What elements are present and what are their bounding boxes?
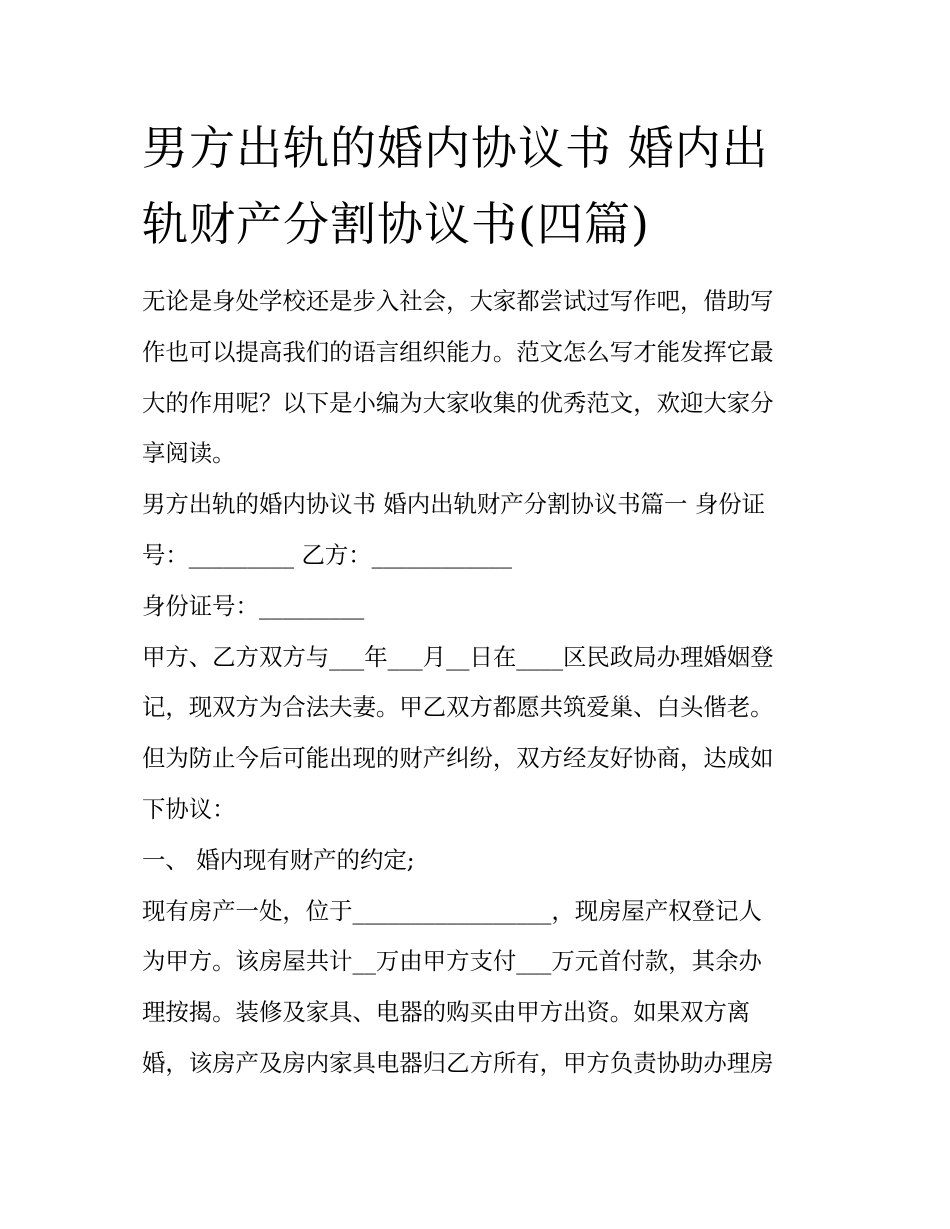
body-line-16: 婚，该房产及房内家具电器归乙方所有，甲方负责协助办理房 bbox=[142, 1048, 774, 1077]
body-line-8: 甲方、乙方双方与___年___月__日在____区民政局办理婚姻登 bbox=[142, 642, 774, 671]
body-line-4: 享阅读。 bbox=[142, 439, 236, 468]
body-line-13: 现有房产一处，位于_________________，现房屋产权登记人 bbox=[142, 896, 762, 925]
body-line-2: 作也可以提高我们的语言组织能力。范文怎么写才能发挥它最 bbox=[142, 337, 774, 366]
body-line-12: 一、 婚内现有财产的约定; bbox=[142, 845, 415, 874]
body-line-3: 大的作用呢？以下是小编为大家收集的优秀范文，欢迎大家分 bbox=[142, 388, 774, 417]
body-line-1: 无论是身处学校还是步入社会，大家都尝试过写作吧，借助写 bbox=[142, 287, 774, 315]
document-title bbox=[142, 110, 822, 262]
body-line-11: 下协议： bbox=[142, 794, 236, 823]
body-line-15: 理按揭。装修及家具、电器的购买由甲方出资。如果双方离 bbox=[142, 998, 751, 1027]
body-line-9: 记，现双方为合法夫妻。甲乙双方都愿共筑爱巢、白头偕老。 bbox=[142, 693, 774, 722]
document-body bbox=[142, 276, 814, 1089]
body-line-6: 号：_________ 乙方：____________ bbox=[142, 540, 512, 569]
body-line-5: 男方出轨的婚内协议书 婚内出轨财产分割协议书篇一 身份证 bbox=[142, 490, 766, 519]
title-line-2: 轨财产分割协议书(四篇) bbox=[142, 197, 650, 251]
body-line-10: 但为防止今后可能出现的财产纠纷，双方经友好协商，达成如 bbox=[142, 744, 774, 773]
body-line-7: 身份证号：_________ bbox=[142, 591, 365, 620]
title-line-1: 男方出轨的婚内协议书 婚内出 bbox=[142, 121, 769, 175]
body-line-14: 为甲方。该房屋共计__万由甲方支付___万元首付款，其余办 bbox=[142, 947, 762, 976]
